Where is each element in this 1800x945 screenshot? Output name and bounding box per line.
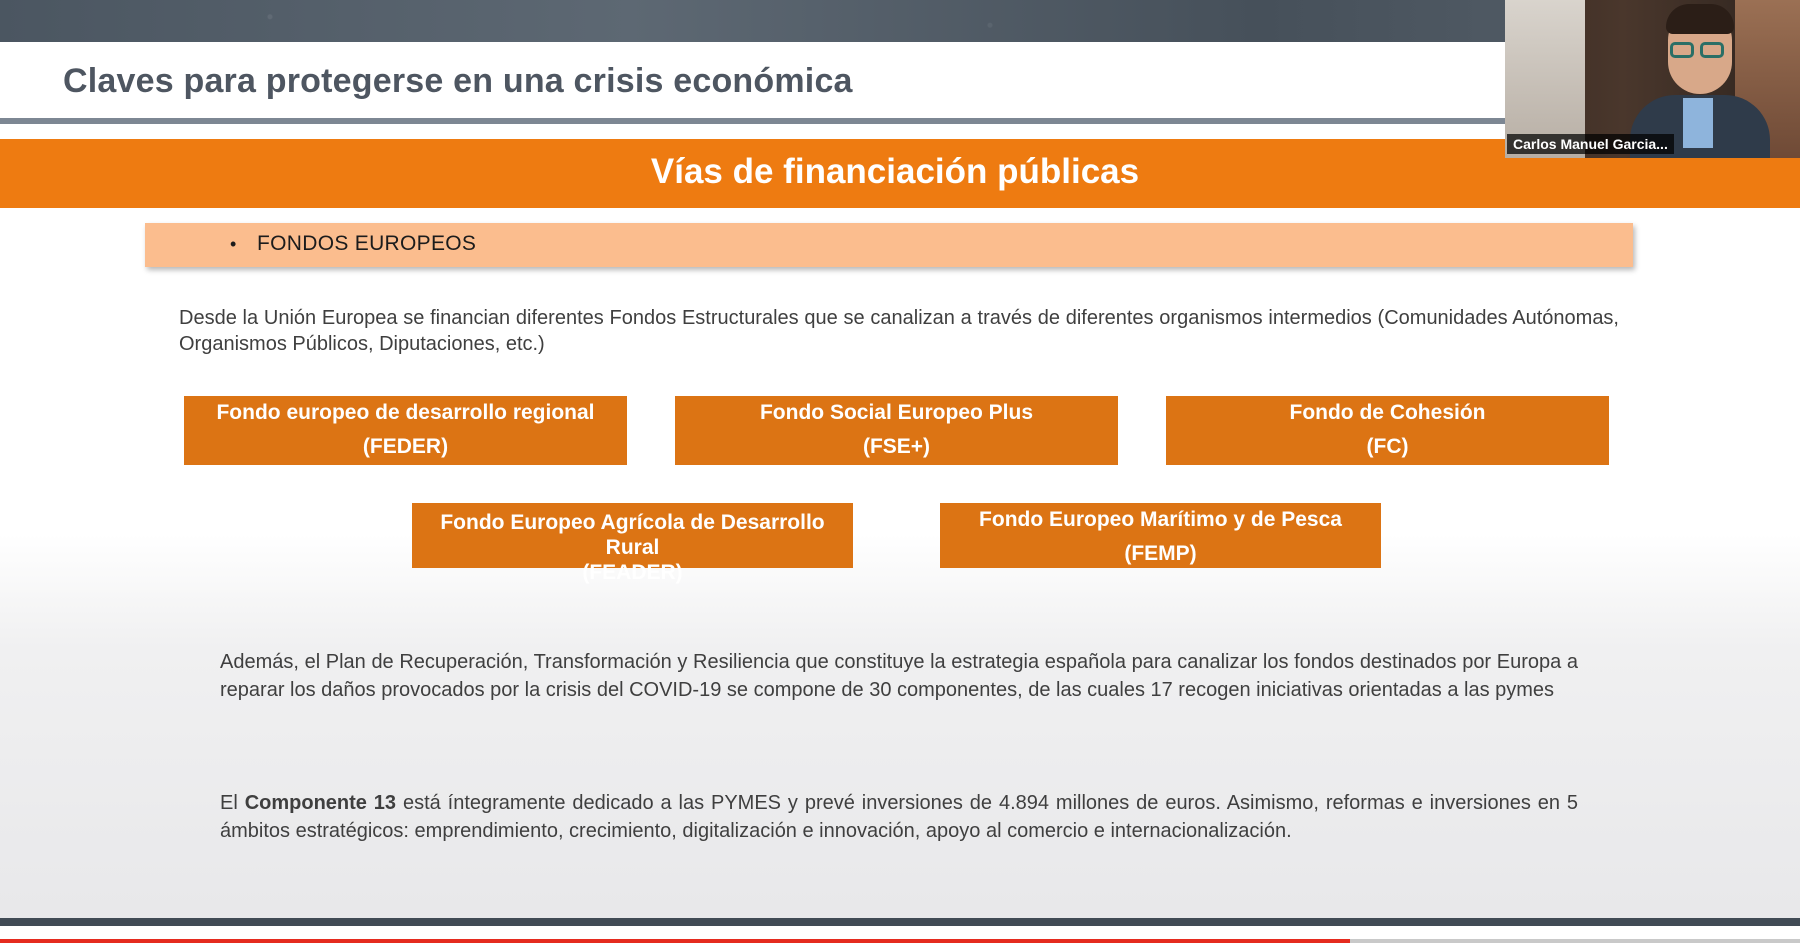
fund-code: (FEADER) — [582, 561, 683, 584]
fund-box-fc — [1166, 396, 1609, 465]
fund-name: Fondo Europeo Agrícola de Desarrollo Rural — [440, 511, 825, 559]
component-bold: Componente 13 — [244, 792, 397, 814]
fund-name: Fondo europeo de desarrollo regional — [216, 401, 595, 424]
webcam-thumbnail[interactable] — [1505, 0, 1800, 158]
section-title: Vías de financiación públicas — [650, 152, 1140, 191]
component-rest: está íntegramente dedicado a las PYMES y prevé inversiones de 4.894 millones de euros. Asimismo, reformas e inversiones en 5 ámbitos estratégicos: emprendimiento, crecimiento, digitalización e innovación, apoyo al comercio e internacionalización. — [220, 792, 1578, 842]
fund-name: Fondo de Cohesión — [1289, 401, 1486, 424]
fund-box-fse — [675, 396, 1118, 465]
header-divider — [0, 118, 1505, 124]
video-progress-bar[interactable] — [0, 939, 1800, 943]
video-progress-fill — [0, 939, 1350, 943]
fund-box-feader — [412, 503, 853, 584]
fund-box-femp — [940, 503, 1381, 568]
participant-hair — [1666, 4, 1734, 34]
fund-code: (FEMP) — [1124, 542, 1197, 565]
intro-paragraph: Desde la Unión Europea se financian diferentes Fondos Estructurales que se canalizan a través de diferentes organismos intermedios (Comunidades Autónomas, Organismos Públicos, Diputaciones, etc.) — [179, 307, 1619, 355]
participant-name-label: Carlos Manuel Garcia... — [1507, 134, 1674, 154]
fund-code: (FSE+) — [862, 435, 931, 458]
fund-name: Fondo Social Europeo Plus — [759, 401, 1034, 424]
fund-code: (FEDER) — [362, 435, 449, 458]
glasses-icon — [1700, 42, 1724, 58]
plan-paragraph: Además, el Plan de Recuperación, Transformación y Resiliencia que constituye la estrategia española para canalizar los fondos destinados por Europa a reparar los daños provocados por la crisis del COVID-19 se compone de 30 componentes, de las cuales 17 recogen iniciativas orientadas a las pymes — [220, 651, 1578, 701]
bullet-heading: FONDOS EUROPEOS — [257, 232, 477, 255]
fund-code: (FC) — [1366, 435, 1409, 458]
glasses-icon — [1670, 42, 1694, 58]
fund-box-feder — [184, 396, 627, 465]
fund-name: Fondo Europeo Marítimo y de Pesca — [979, 508, 1342, 531]
component-paragraph — [220, 790, 1578, 845]
bullet-dot-icon: • — [230, 234, 237, 254]
participant-shirt — [1683, 98, 1713, 148]
slide-title: Claves para protegerse en una crisis económica — [63, 62, 853, 100]
component-prefix: El — [220, 792, 245, 814]
slide-footer-bar — [0, 918, 1800, 926]
